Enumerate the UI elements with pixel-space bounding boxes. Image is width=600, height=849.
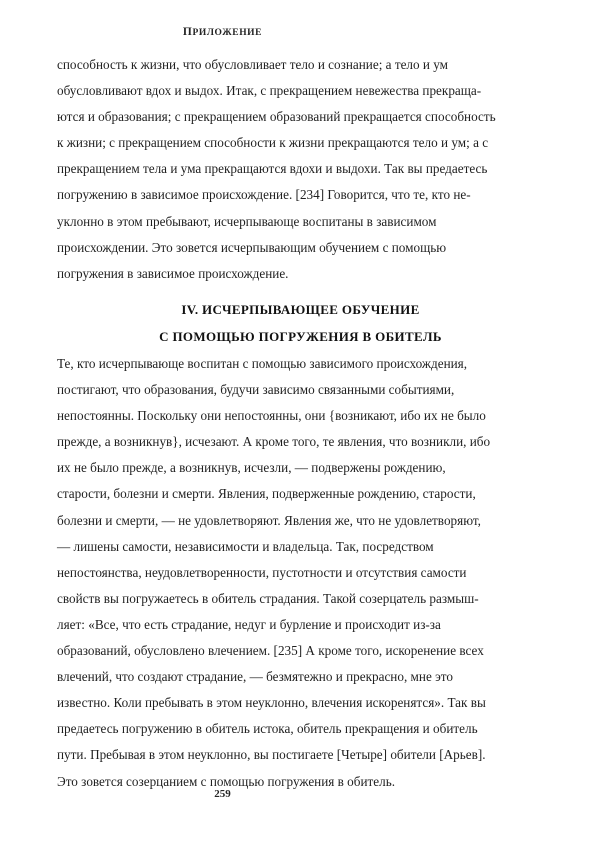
page-number <box>0 788 445 800</box>
page-number-text: 259 <box>214 788 231 800</box>
paragraph-two-line: пути. Пребывая в этом неуклонно, вы постигаете [Четыре] обители [Арьев]. <box>57 747 486 763</box>
paragraph-two-line: влечений, что создают страдание, — безмятежно и прекрасно, мне это <box>57 669 453 685</box>
section-heading <box>57 297 544 350</box>
paragraph-two-line: прежде, а возникнув}, исчезают. А кроме того, те явления, что возникли, ибо <box>57 434 491 450</box>
paragraph-two-line: свойств вы погружаетесь в обитель страдания. Такой созерцатель размыш- <box>57 590 479 606</box>
paragraph-two-line: Это зовется созерцанием с помощью погружения в обитель. <box>57 773 396 789</box>
running-header-initial: П <box>182 26 193 38</box>
running-header-text <box>183 28 262 38</box>
paragraph-two-line: известно. Коли пребывать в этом неуклонно, влечения искоренятся». Так вы <box>57 695 486 711</box>
paragraph-one-line: погружения в зависимое происхождение. <box>57 265 289 281</box>
paragraph-two-line: непостоянны. Поскольку они непостоянны, они {возникают, ибо их не было <box>57 408 486 424</box>
paragraph-one-line: обусловливают вдох и выдох. Итак, с прекращением невежества прекраща- <box>57 83 482 99</box>
paragraph-two-line: — лишены самости, независимости и владельца. Так, посредством <box>57 538 434 554</box>
paragraph-one-line: происхождении. Это зовется исчерпывающим обучением с помощью <box>57 239 447 255</box>
paragraph-two-line: Те, кто исчерпывающе воспитан с помощью зависимого происхождения, <box>57 356 468 371</box>
paragraph-one-line: прекращением тела и ума прекращаются вдохи и выдохи. Так вы предаетесь <box>57 161 488 177</box>
running-header-rest: РИЛОЖЕНИЕ <box>192 28 263 38</box>
running-header <box>0 26 445 38</box>
paragraph-one-line: погружению в зависимое происхождение. [234] Говорится, что те, кто не- <box>57 187 471 203</box>
paragraph-two-line: ляет: «Все, что есть страдание, недуг и бурление и происходит из-за <box>57 616 441 632</box>
paragraph-one-line: к жизни; с прекращением способности к жизни прекращаются тело и ум; а с <box>57 135 489 151</box>
paragraph-two-line: старости, болезни и смерти. Явления, подверженные рождению, старости, <box>57 486 476 502</box>
section-heading-line: С ПОМОЩЬЮ ПОГРУЖЕНИЯ В ОБИТЕЛЬ <box>159 328 442 344</box>
paragraph-two-line: их не было прежде, а возникнув, исчезли, — подвержены рождению, <box>57 460 446 476</box>
paragraph-one-line: уклонно в этом пребывают, исчерпывающе воспитаны в зависимом <box>57 213 437 229</box>
paragraph-two <box>57 351 544 795</box>
paragraph-one <box>57 52 544 287</box>
paragraph-two-line: болезни и смерти, — не удовлетворяют. Явления же, что не удовлетворяют, <box>57 512 481 528</box>
section-heading-line: IV. ИСЧЕРПЫВАЮЩЕЕ ОБУЧЕНИЕ <box>181 302 420 317</box>
paragraph-two-line: предаетесь погружению в обитель истока, обитель прекращения и обитель <box>57 721 478 737</box>
paragraph-two-line: образований, обусловлено влечением. [235] А кроме того, искоренение всех <box>57 643 484 659</box>
paragraph-two-line: непостоянства, неудовлетворенности, пустотности и отсутствия самости <box>57 564 467 580</box>
paragraph-one-line: способность к жизни, что обусловливает тело и сознание; а тело и ум <box>57 57 449 72</box>
paragraph-one-line: ются и образования; с прекращением образований прекращается способность <box>57 109 496 125</box>
paragraph-two-line: постигают, что образования, будучи зависимо связанными событиями, <box>57 382 455 398</box>
